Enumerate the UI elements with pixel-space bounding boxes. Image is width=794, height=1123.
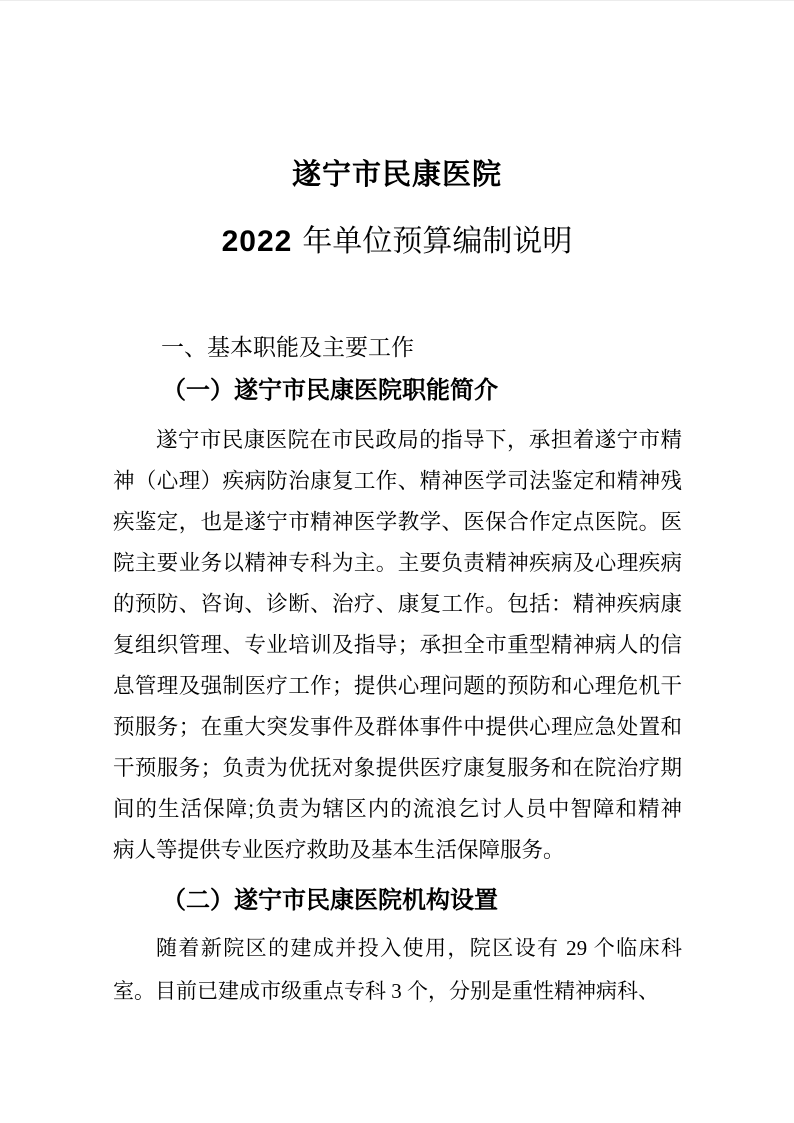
paragraph-line: 病人等提供专业医疗救助及基本生活保障服务。: [113, 838, 565, 862]
section-heading-basic-functions: 一、基本职能及主要工作: [161, 334, 414, 360]
subtitle-year: 2022: [221, 225, 293, 258]
paragraph-line: 间的生活保障;负责为辖区内的流浪乞讨人员中智障和精神: [113, 797, 682, 821]
subtitle-text: 年单位预算编制说明: [302, 225, 573, 258]
paragraph-hospital-organization: [113, 927, 682, 1012]
paragraph-line: 神（心理）疾病防治康复工作、精神医学司法鉴定和精神残: [113, 469, 682, 493]
paragraph-line: 的预防、咨询、诊断、治疗、康复工作。包括：精神疾病康: [113, 592, 682, 616]
paragraph-line: 疾鉴定，也是遂宁市精神医学教学、医保合作定点医院。医: [113, 510, 682, 534]
paragraph-line: 干预服务；负责为优抚对象提供医疗康复服务和在院治疗期: [113, 756, 682, 780]
paragraph-line: 息管理及强制医疗工作；提供心理问题的预防和心理危机干: [113, 674, 682, 698]
document-title: 遂宁市民康医院: [291, 159, 502, 191]
paragraph-line: 复组织管理、专业培训及指导；承担全市重型精神病人的信: [113, 633, 682, 657]
subsection-heading-hospital-organization: （二）遂宁市民康医院机构设置: [162, 887, 498, 914]
paragraph-hospital-functions: [113, 420, 682, 871]
paragraph-line: 室。目前已建成市级重点专科 3 个，分别是重性精神病科、: [113, 978, 659, 1003]
paragraph-line: 遂宁市民康医院在市民政局的指导下，承担着遂宁市精: [156, 428, 682, 452]
paragraph-line: 随着新院区的建成并投入使用，院区设有 29 个临床科: [156, 936, 682, 960]
paragraph-line: 预服务；在重大突发事件及群体事件中提供心理应急处置和: [113, 715, 682, 739]
paragraph-line: 院主要业务以精神专科为主。主要负责精神疾病及心理疾病: [113, 551, 682, 575]
document-subtitle: [0, 226, 794, 258]
subsection-heading-hospital-functions: （一）遂宁市民康医院职能简介: [162, 377, 498, 404]
